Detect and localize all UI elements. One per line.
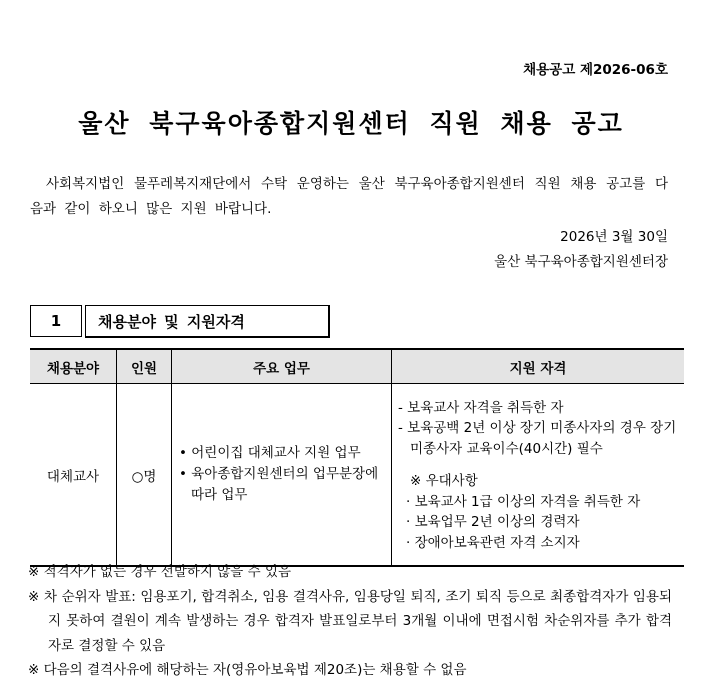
table-header-row [30,349,684,384]
section-number: 1 [30,305,82,337]
notes-list [28,560,672,683]
header-qualifications: 지원 자격 [392,349,685,384]
qualification-item: - 보육교사 자격을 취득한 자 [398,399,564,416]
note-item: ※ 적격자가 없는 경우 선발하지 않을 수 있음 [28,564,292,580]
duty-item: • 육아종합지원센터의 업무분장에 따라 업무 [179,466,379,503]
header-count: 인원 [117,349,172,384]
header-field: 채용분야 [30,349,117,384]
preference-item: · 보육업무 2년 이상의 경력자 [406,514,580,531]
notice-date: 2026년 3월 30일 [560,229,668,245]
section-header [30,305,330,337]
organization-name: 울산 북구육아종합지원센터장 [494,254,668,270]
note-item: ※ 차 순위자 발표: 임용포기, 합격취소, 임용 결격사유, 임용당일 퇴직, 조기 퇴직 등으로 최종합격자가 임용되지 못하여 결원이 계속 발생하는 경우 합격자 발표일로부터 3개월 이내에 면접시험 차순위자를 추가 합격자로 결정할 수 있음 [28,588,672,654]
section-title: 채용분야 및 지원자격 [85,305,330,338]
cell-duties [172,384,392,567]
header-duties: 주요 업무 [172,349,392,384]
note-item: ※ 다음의 결격사유에 해당하는 자(영유아보육법 제20조)는 채용할 수 없음 [28,662,467,678]
cell-qualifications [392,384,685,567]
duty-item: • 어린이집 대체교사 지원 업무 [179,445,361,461]
recruitment-table [30,348,684,567]
qualification-item: - 보육공백 2년 이상 장기 미종사자의 경우 장기미종사자 교육이수(40시간) 필수 [398,420,677,457]
table-row [30,384,684,567]
cell-field: 대체교사 [30,384,117,567]
notice-number: 채용공고 제2026-06호 [523,62,668,78]
preference-item: · 장애아보육관련 자격 소지자 [406,534,580,551]
cell-count: ○명 [117,384,172,567]
preference-item: · 보육교사 1급 이상의 자격을 취득한 자 [406,493,641,510]
page-title: 울산 북구육아종합지원센터 직원 채용 공고 [78,109,624,138]
intro-paragraph: 사회복지법인 물푸레복지재단에서 수탁 운영하는 울산 북구육아종합지원센터 직원 채용 공고를 다음과 같이 하오니 많은 지원 바랍니다. [30,176,668,217]
preference-title: ※ 우대사항 [410,473,478,490]
